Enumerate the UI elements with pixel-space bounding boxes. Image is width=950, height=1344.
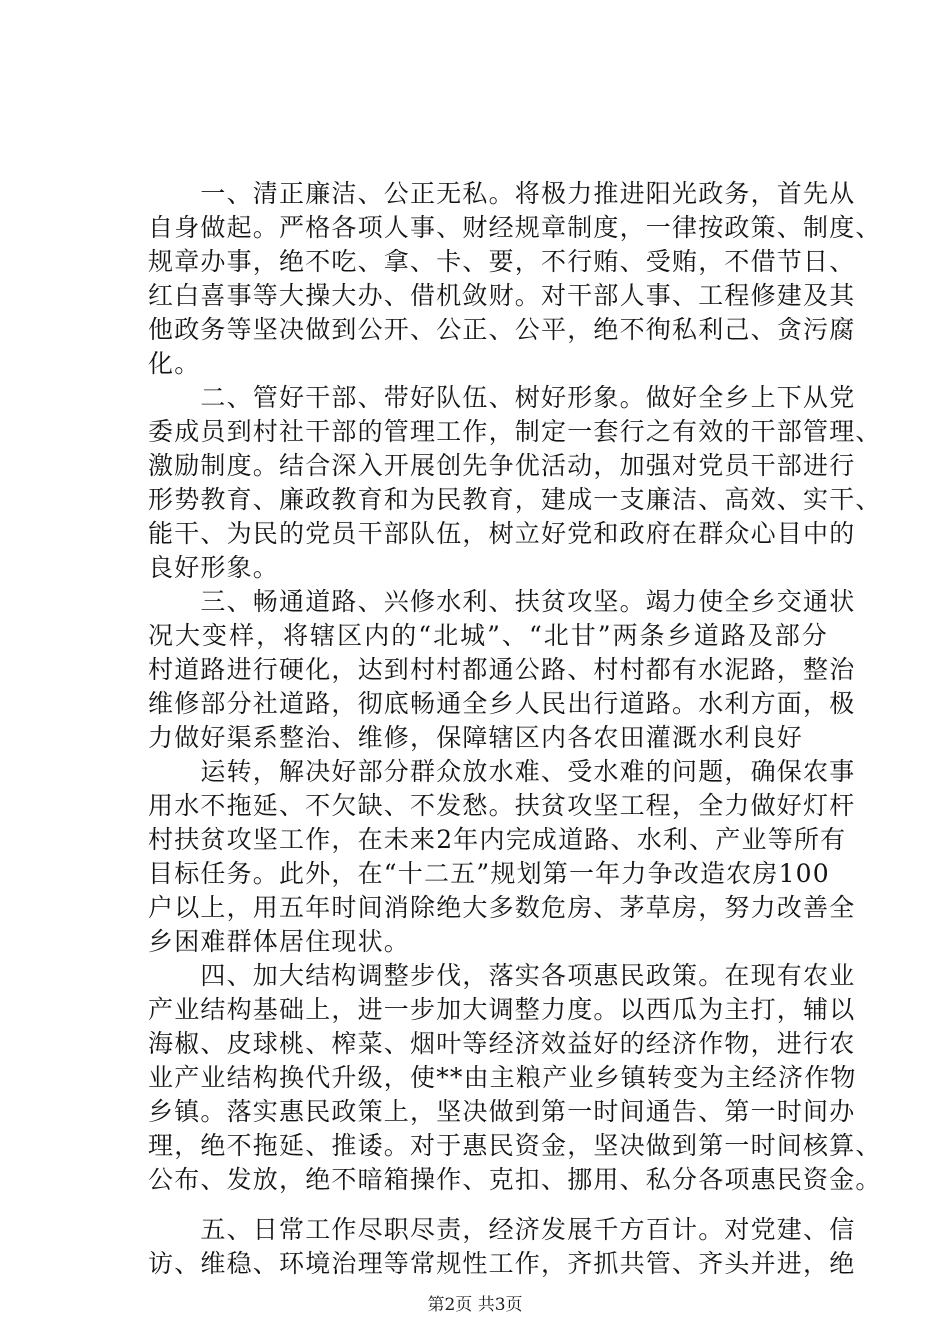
text-line: 激励制度。结合深入开展创先争优活动，加强对党员干部进行: [148, 451, 856, 480]
text-line: 维修部分社道路，彻底畅通全乡人民出行道路。水利方面，极: [148, 689, 856, 718]
text-line: 目标任务。此外，在“十二五”规划第一年力争改造农房100: [148, 859, 830, 888]
text-line: 形势教育、廉政教育和为民教育，建成一支廉洁、高效、实干、: [148, 485, 882, 514]
text-line: 力做好渠系整治、维修，保障辖区内各农田灌溉水利良好: [148, 723, 804, 752]
text-line: 运转，解决好部分群众放水难、受水难的问题，确保农事: [148, 757, 856, 786]
text-line: 村道路进行硬化，达到村村都通公路、村村都有水泥路，整治: [148, 655, 856, 684]
text-line: 乡困难群体居住现状。: [148, 927, 411, 956]
text-line: 况大变样，将辖区内的“北城”、“北甘”两条乡道路及部分: [148, 621, 828, 650]
text-line: 二、管好干部、带好队伍、树好形象。做好全乡上下从党: [148, 383, 856, 412]
text-line: 用水不拖延、不欠缺、不发愁。扶贫攻坚工程，全力做好灯杆: [148, 791, 856, 820]
page-footer: 第2页 共3页: [427, 1295, 523, 1315]
text-line: 四、加大结构调整步伐，落实各项惠民政策。在现有农业: [148, 961, 856, 990]
text-line: 访、维稳、环境治理等常规性工作，齐抓共管、齐头并进，绝: [148, 1249, 856, 1278]
text-line: 他政务等坚决做到公开、公正、公平，绝不徇私利己、贪污腐: [148, 315, 856, 344]
text-line: 规章办事，绝不吃、拿、卡、要，不行贿、受贿，不借节日、: [148, 247, 856, 276]
text-line: 一、清正廉洁、公正无私。将极力推进阳光政务，首先从: [148, 179, 856, 208]
text-line: 三、畅通道路、兴修水利、扶贫攻坚。竭力使全乡交通状: [148, 587, 856, 616]
text-line: 五、日常工作尽职尽责，经济发展千方百计。对党建、信: [148, 1215, 856, 1244]
text-line: 户以上，用五年时间消除绝大多数危房、茅草房，努力改善全: [148, 893, 856, 922]
text-line: 乡镇。落实惠民政策上，坚决做到第一时间通告、第一时间办: [148, 1097, 856, 1126]
text-line: 村扶贫攻坚工作，在未来2年内完成道路、水利、产业等所有: [148, 825, 847, 854]
text-line: 公布、发放，绝不暗箱操作、克扣、挪用、私分各项惠民资金。: [148, 1165, 882, 1194]
text-line: 海椒、皮球桃、榨菜、烟叶等经济效益好的经济作物，进行农: [148, 1029, 856, 1058]
text-line: 良好形象。: [148, 553, 280, 582]
text-line: 红白喜事等大操大办、借机敛财。对干部人事、工程修建及其: [148, 281, 856, 310]
text-line: 化。: [148, 349, 201, 378]
text-line: 业产业结构换代升级，使**由主粮产业乡镇转变为主经济作物: [148, 1063, 857, 1092]
text-line: 自身做起。严格各项人事、财经规章制度，一律按政策、制度、: [148, 213, 882, 242]
text-line: 产业结构基础上，进一步加大调整力度。以西瓜为主打，辅以: [148, 995, 856, 1024]
text-line: 委成员到村社干部的管理工作，制定一套行之有效的干部管理、: [148, 417, 882, 446]
text-line: 能干、为民的党员干部队伍，树立好党和政府在群众心目中的: [148, 519, 856, 548]
text-line: 理，绝不拖延、推诿。对于惠民资金，坚决做到第一时间核算、: [148, 1131, 882, 1160]
